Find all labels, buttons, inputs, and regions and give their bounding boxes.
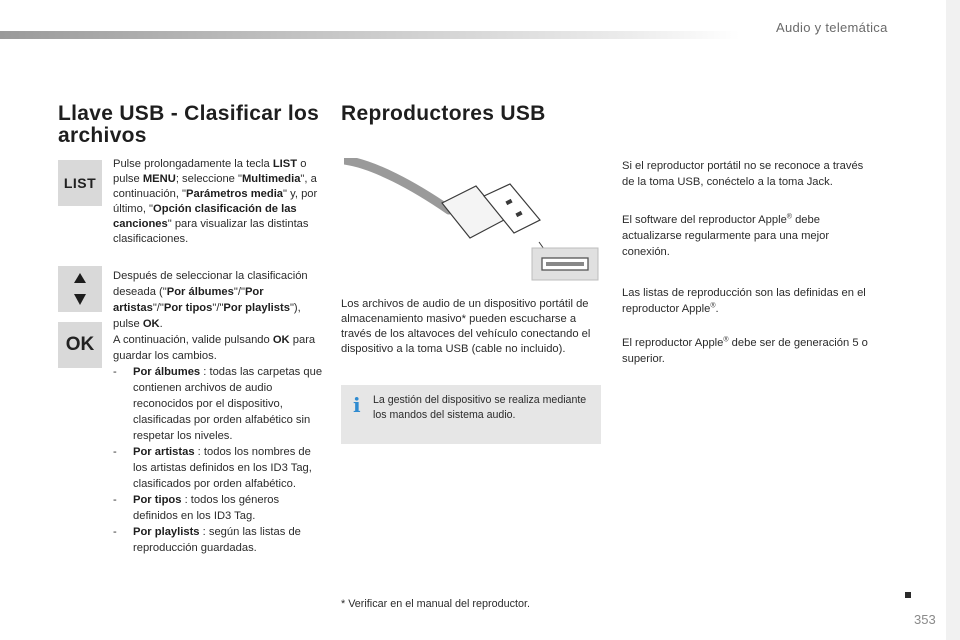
text-bold: Parámetros media bbox=[186, 188, 284, 200]
registered-mark: ® bbox=[710, 302, 716, 310]
list-item-desc: : según las listas de reproducción guardadas. bbox=[133, 526, 301, 554]
text-bold: OK bbox=[142, 318, 160, 330]
sort-validate bbox=[113, 332, 323, 364]
text-bold: MENU bbox=[142, 173, 176, 185]
down-arrow-icon bbox=[74, 294, 86, 305]
text: o pulse bbox=[113, 158, 307, 185]
bullet-dash: - bbox=[113, 366, 117, 378]
text: ; seleccione " bbox=[175, 173, 242, 185]
right-paragraph-4 bbox=[622, 335, 882, 367]
page-number: 353 bbox=[914, 612, 936, 627]
list-key-icon bbox=[58, 160, 102, 206]
text: Después de seleccionar la clasificación deseada (" bbox=[113, 270, 308, 298]
right-paragraph-1: Si el reproductor portátil no se reconoce a través de la toma USB, conéctelo a la toma Jack. bbox=[622, 160, 864, 188]
text-bold: Por playlists bbox=[223, 302, 290, 314]
ok-key-icon bbox=[58, 322, 102, 368]
page-edge bbox=[946, 0, 960, 640]
text-bold: Multimedia bbox=[241, 173, 301, 185]
text: El reproductor Apple bbox=[622, 337, 724, 349]
text: debe actualizarse regularmente para una mejor conexión. bbox=[622, 214, 830, 258]
info-text: La gestión del dispositivo se realiza mediante los mandos del sistema audio. bbox=[373, 394, 587, 421]
up-arrow-icon bbox=[74, 273, 86, 283]
header-rule bbox=[0, 31, 740, 39]
text: "/" bbox=[152, 302, 164, 314]
list-item-desc: : todas las carpetas que contienen archivos de audio reconocidos por el dispositivo, clasificadas por orden alfabético sin respetar los niveles. bbox=[133, 366, 323, 442]
list-item-term: Por artistas bbox=[133, 446, 195, 458]
text: El software del reproductor Apple bbox=[622, 214, 787, 226]
text: ", a continuación, " bbox=[113, 173, 317, 200]
list-item-term: Por tipos bbox=[133, 494, 182, 506]
right-paragraph-3 bbox=[622, 285, 882, 317]
text: . bbox=[715, 303, 719, 315]
list-item-term: Por álbumes bbox=[133, 366, 201, 378]
usb-files-text: Los archivos de audio de un dispositivo portátil de almacenamiento masivo* pueden escucharse a través de los altavoces del vehículo conectando el dispositivo a la toma USB (cable no incluido). bbox=[341, 298, 591, 355]
up-down-arrows-icon bbox=[73, 272, 87, 306]
bullet-dash: - bbox=[113, 446, 117, 458]
registered-mark: ® bbox=[786, 213, 792, 221]
up-down-keys-icon bbox=[58, 266, 102, 312]
right-paragraph-2 bbox=[622, 212, 872, 260]
bullet-dash: - bbox=[113, 526, 117, 538]
text: para guardar los cambios. bbox=[113, 334, 316, 362]
text: . bbox=[159, 318, 163, 330]
text: Las listas de reproducción son las definidas en el reproductor Apple bbox=[622, 287, 866, 315]
usb-socket-tongue bbox=[546, 262, 584, 266]
list-item-term: Por playlists bbox=[133, 526, 200, 538]
sort-instructions bbox=[113, 268, 323, 556]
text-bold: LIST bbox=[272, 158, 298, 170]
text: " y, por último, " bbox=[113, 188, 318, 215]
text-bold: Por tipos bbox=[163, 302, 213, 314]
text: Pulse prolongadamente la tecla bbox=[113, 158, 273, 170]
usb-plug-illustration bbox=[344, 158, 600, 282]
ok-key-label: OK bbox=[65, 334, 95, 355]
list-item bbox=[113, 364, 323, 444]
list-key-label: LIST bbox=[63, 175, 97, 191]
list-item-desc: : todos los nombres de los artistas definidos en los ID3 Tag, clasificados por orden alfabético. bbox=[133, 446, 312, 490]
footnote: * Verificar en el manual del reproductor. bbox=[341, 598, 531, 610]
section-title: Audio y telemática bbox=[776, 20, 888, 35]
end-of-section-mark bbox=[905, 592, 911, 598]
sort-intro bbox=[113, 268, 323, 332]
text: debe ser de generación 5 o superior. bbox=[622, 337, 868, 365]
text: " para visualizar las distintas clasificaciones. bbox=[113, 218, 309, 245]
registered-mark: ® bbox=[723, 336, 729, 344]
bullet-dash: - bbox=[113, 494, 117, 506]
text: A continuación, valide pulsando bbox=[113, 334, 273, 346]
left-heading: Llave USB - Clasificar los archivos bbox=[58, 102, 320, 147]
list-item-desc: : todos los géneros definidos en los ID3 Tag. bbox=[133, 494, 280, 522]
info-box bbox=[341, 385, 601, 444]
text: "/" bbox=[233, 286, 245, 298]
text: "), pulse bbox=[113, 302, 301, 330]
list-item bbox=[113, 492, 323, 524]
text-bold: Por álbumes bbox=[166, 286, 234, 298]
middle-heading: Reproductores USB bbox=[341, 102, 546, 125]
list-item bbox=[113, 524, 323, 556]
usb-cable bbox=[344, 160, 449, 210]
list-instructions bbox=[113, 157, 323, 247]
text: "/" bbox=[212, 302, 224, 314]
text-bold: Por artistas bbox=[113, 286, 264, 314]
text-bold: Opción clasificación de las canciones bbox=[113, 203, 297, 230]
list-item bbox=[113, 444, 323, 492]
text-bold: OK bbox=[272, 334, 290, 346]
info-icon: i bbox=[353, 393, 361, 417]
